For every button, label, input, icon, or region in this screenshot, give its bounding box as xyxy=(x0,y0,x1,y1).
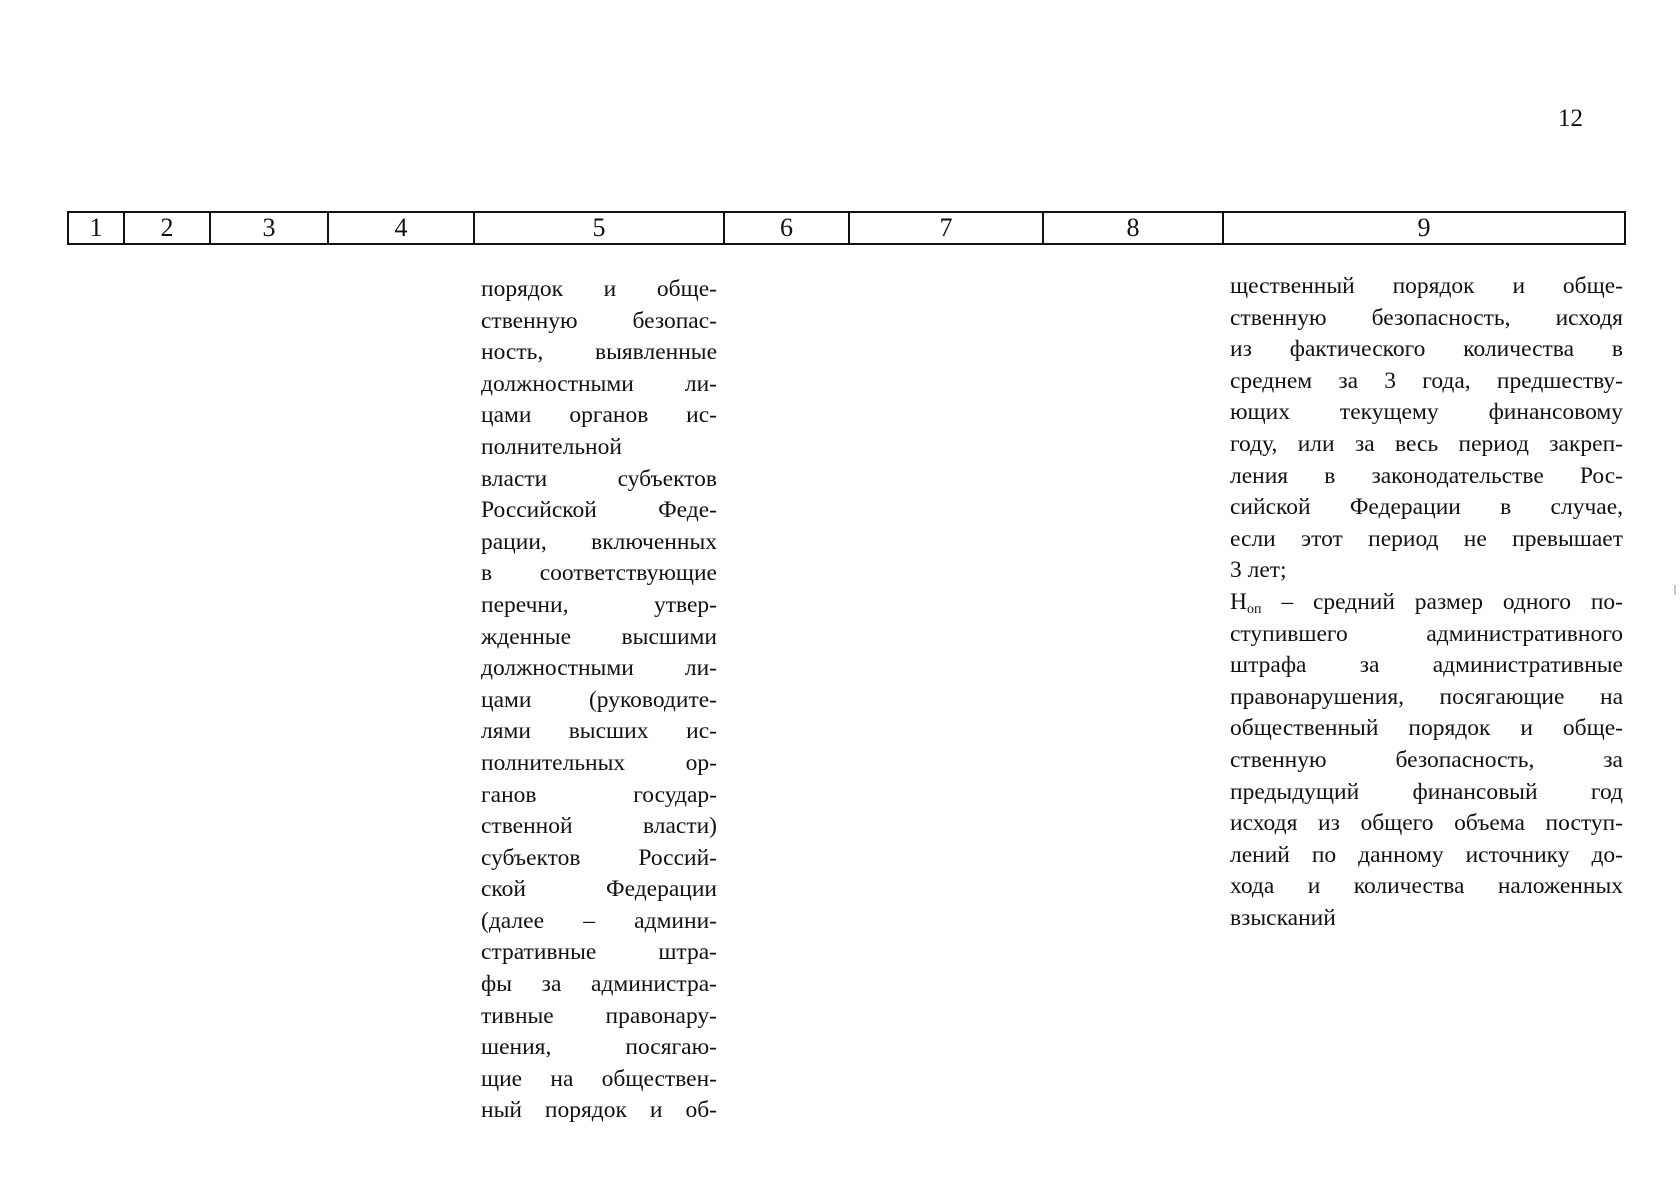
text-line: должностными ли- xyxy=(481,655,717,682)
text-line: перечни, утвер- xyxy=(481,591,717,618)
text-line: если этот период не превышает xyxy=(1230,525,1623,552)
text-line: фы за администра- xyxy=(481,971,717,998)
text-line: Российской Феде- xyxy=(481,497,717,524)
text-line: полнительной xyxy=(481,433,622,460)
text-line: тивные правонару- xyxy=(481,1002,717,1029)
text-line: лений по данному источнику до- xyxy=(1230,841,1623,868)
formula-symbol xyxy=(1230,589,1261,615)
text-line: 3 лет; xyxy=(1230,557,1287,584)
text-line: хода и количества наложенных xyxy=(1230,873,1623,900)
text-line: шения, посягаю- xyxy=(481,1034,717,1061)
text-line: штрафа за административные xyxy=(1230,652,1623,679)
text-line: ступившего административного xyxy=(1230,620,1623,647)
text-line: ющих текущему финансовому xyxy=(1230,399,1623,426)
text-line: цами органов ис- xyxy=(481,402,717,429)
text-line: в соответствующие xyxy=(481,560,717,587)
text-line: цами (руководите- xyxy=(481,686,717,713)
text-line: ской Федерации xyxy=(481,876,717,903)
text-line: ственной власти) xyxy=(481,813,717,840)
text-line: среднем за 3 года, предшеству- xyxy=(1230,367,1623,394)
column-number-cell: 1 xyxy=(68,212,124,244)
text-line: лями высших ис- xyxy=(481,718,717,745)
column-number-cell: 7 xyxy=(849,212,1043,244)
text-line: должностными ли- xyxy=(481,370,717,397)
text-line: сийской Федерации в случае, xyxy=(1230,494,1623,521)
text-line: ганов государ- xyxy=(481,781,717,808)
text-line: из фактического количества в xyxy=(1230,336,1623,363)
text-line: (далее – админи- xyxy=(481,907,717,934)
text-line: ственную безопас- xyxy=(481,307,717,334)
page-number: 12 xyxy=(1558,105,1583,132)
column-number-cell: 3 xyxy=(210,212,328,244)
column-9-text xyxy=(1230,271,1623,934)
symbol-base: Н xyxy=(1230,588,1247,615)
column-5-text xyxy=(481,274,717,1127)
column-number-cell: 5 xyxy=(474,212,724,244)
text-line: полнительных ор- xyxy=(481,749,717,776)
column-number-header xyxy=(67,211,1626,245)
text-line: ный порядок и об- xyxy=(481,1097,717,1124)
text-line: стративные штра- xyxy=(481,939,717,966)
text-line: ственную безопасность, исходя xyxy=(1230,304,1623,331)
column-number-cell: 9 xyxy=(1223,212,1625,244)
scan-artifact xyxy=(1674,585,1676,595)
text-line: субъектов Россий- xyxy=(481,844,717,871)
text-line: ственную безопасность, за xyxy=(1230,746,1623,773)
text-line: жденные высшими xyxy=(481,623,717,650)
text-line: предыдущий финансовый год xyxy=(1230,778,1623,805)
column-number-cell: 2 xyxy=(124,212,210,244)
symbol-definition: – средний размер одного по- xyxy=(1261,588,1623,615)
formula-symbol-line xyxy=(1230,587,1623,619)
text-line: порядок и обще- xyxy=(481,276,717,302)
text-line: власти субъектов xyxy=(481,465,717,492)
text-line: правонарушения, посягающие на xyxy=(1230,683,1623,710)
symbol-subscript: оп xyxy=(1246,601,1262,617)
text-line: рации, включенных xyxy=(481,528,717,555)
text-line: ления в законодательстве Рос- xyxy=(1230,462,1623,489)
column-number-cell: 6 xyxy=(724,212,849,244)
text-line: взысканий xyxy=(1230,904,1336,931)
column-number-cell: 8 xyxy=(1043,212,1223,244)
text-line: исходя из общего объема поступ- xyxy=(1230,810,1623,837)
text-line: общественный порядок и обще- xyxy=(1230,715,1623,742)
text-line: году, или за весь период закреп- xyxy=(1230,430,1623,457)
text-line: щие на обществен- xyxy=(481,1065,717,1092)
text-line: щественный порядок и обще- xyxy=(1230,273,1623,299)
column-number-cell: 4 xyxy=(328,212,474,244)
text-line: ность, выявленные xyxy=(481,339,717,366)
